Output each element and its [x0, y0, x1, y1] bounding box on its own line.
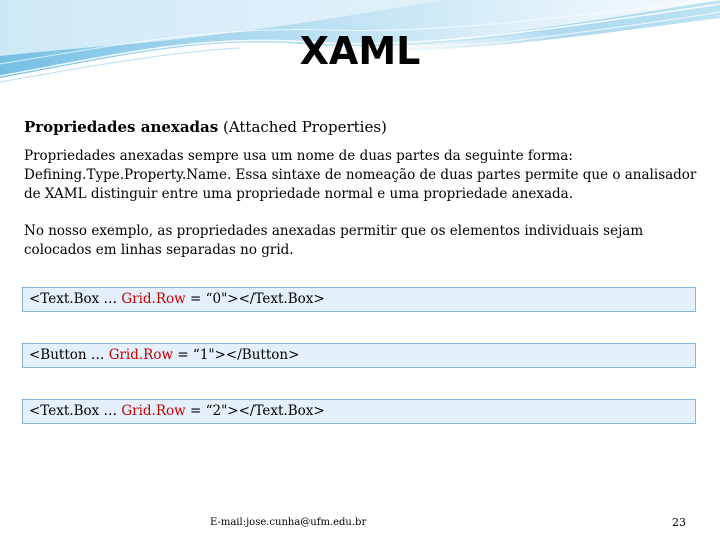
code-pre: <Button … [29, 347, 109, 363]
code-attribute: Grid.Row [108, 347, 174, 363]
slide-content [24, 116, 704, 278]
section-heading-strong: Propriedades anexadas [24, 118, 219, 136]
section-heading-normal: (Attached Properties) [218, 118, 387, 136]
paragraph-attached-properties: Propriedades anexadas sempre usa um nome de duas partes da seguinte forma: Defining.Type.Property.Name. Essa sintaxe de nomeação de duas partes permite que o analisador de XAML distinguir entre uma propriedade normal e uma propriedade anexada. [24, 148, 697, 202]
page-number: 23 [672, 516, 686, 529]
code-pre: <Text.Box … [29, 291, 122, 307]
code-attribute: Grid.Row [121, 291, 186, 307]
slide-title: XAML [299, 29, 421, 73]
code-line-button-row-1 [22, 343, 696, 368]
code-line-textbox-row-0 [22, 287, 696, 312]
paragraph-example: No nosso exemplo, as propriedades anexadas permitir que os elementos individuais sejam colocados em linhas separadas no grid. [24, 223, 644, 258]
footer-email: E-mail:jose.cunha@ufm.edu.br [210, 517, 367, 528]
code-post: = “1"></Button> [173, 347, 300, 363]
code-line-textbox-row-2 [22, 399, 696, 424]
section-heading [24, 116, 704, 138]
code-pre: <Text.Box … [29, 403, 122, 419]
code-post: = “0"></Text.Box> [185, 291, 325, 307]
code-post: = “2"></Text.Box> [185, 403, 325, 419]
code-attribute: Grid.Row [121, 403, 186, 419]
